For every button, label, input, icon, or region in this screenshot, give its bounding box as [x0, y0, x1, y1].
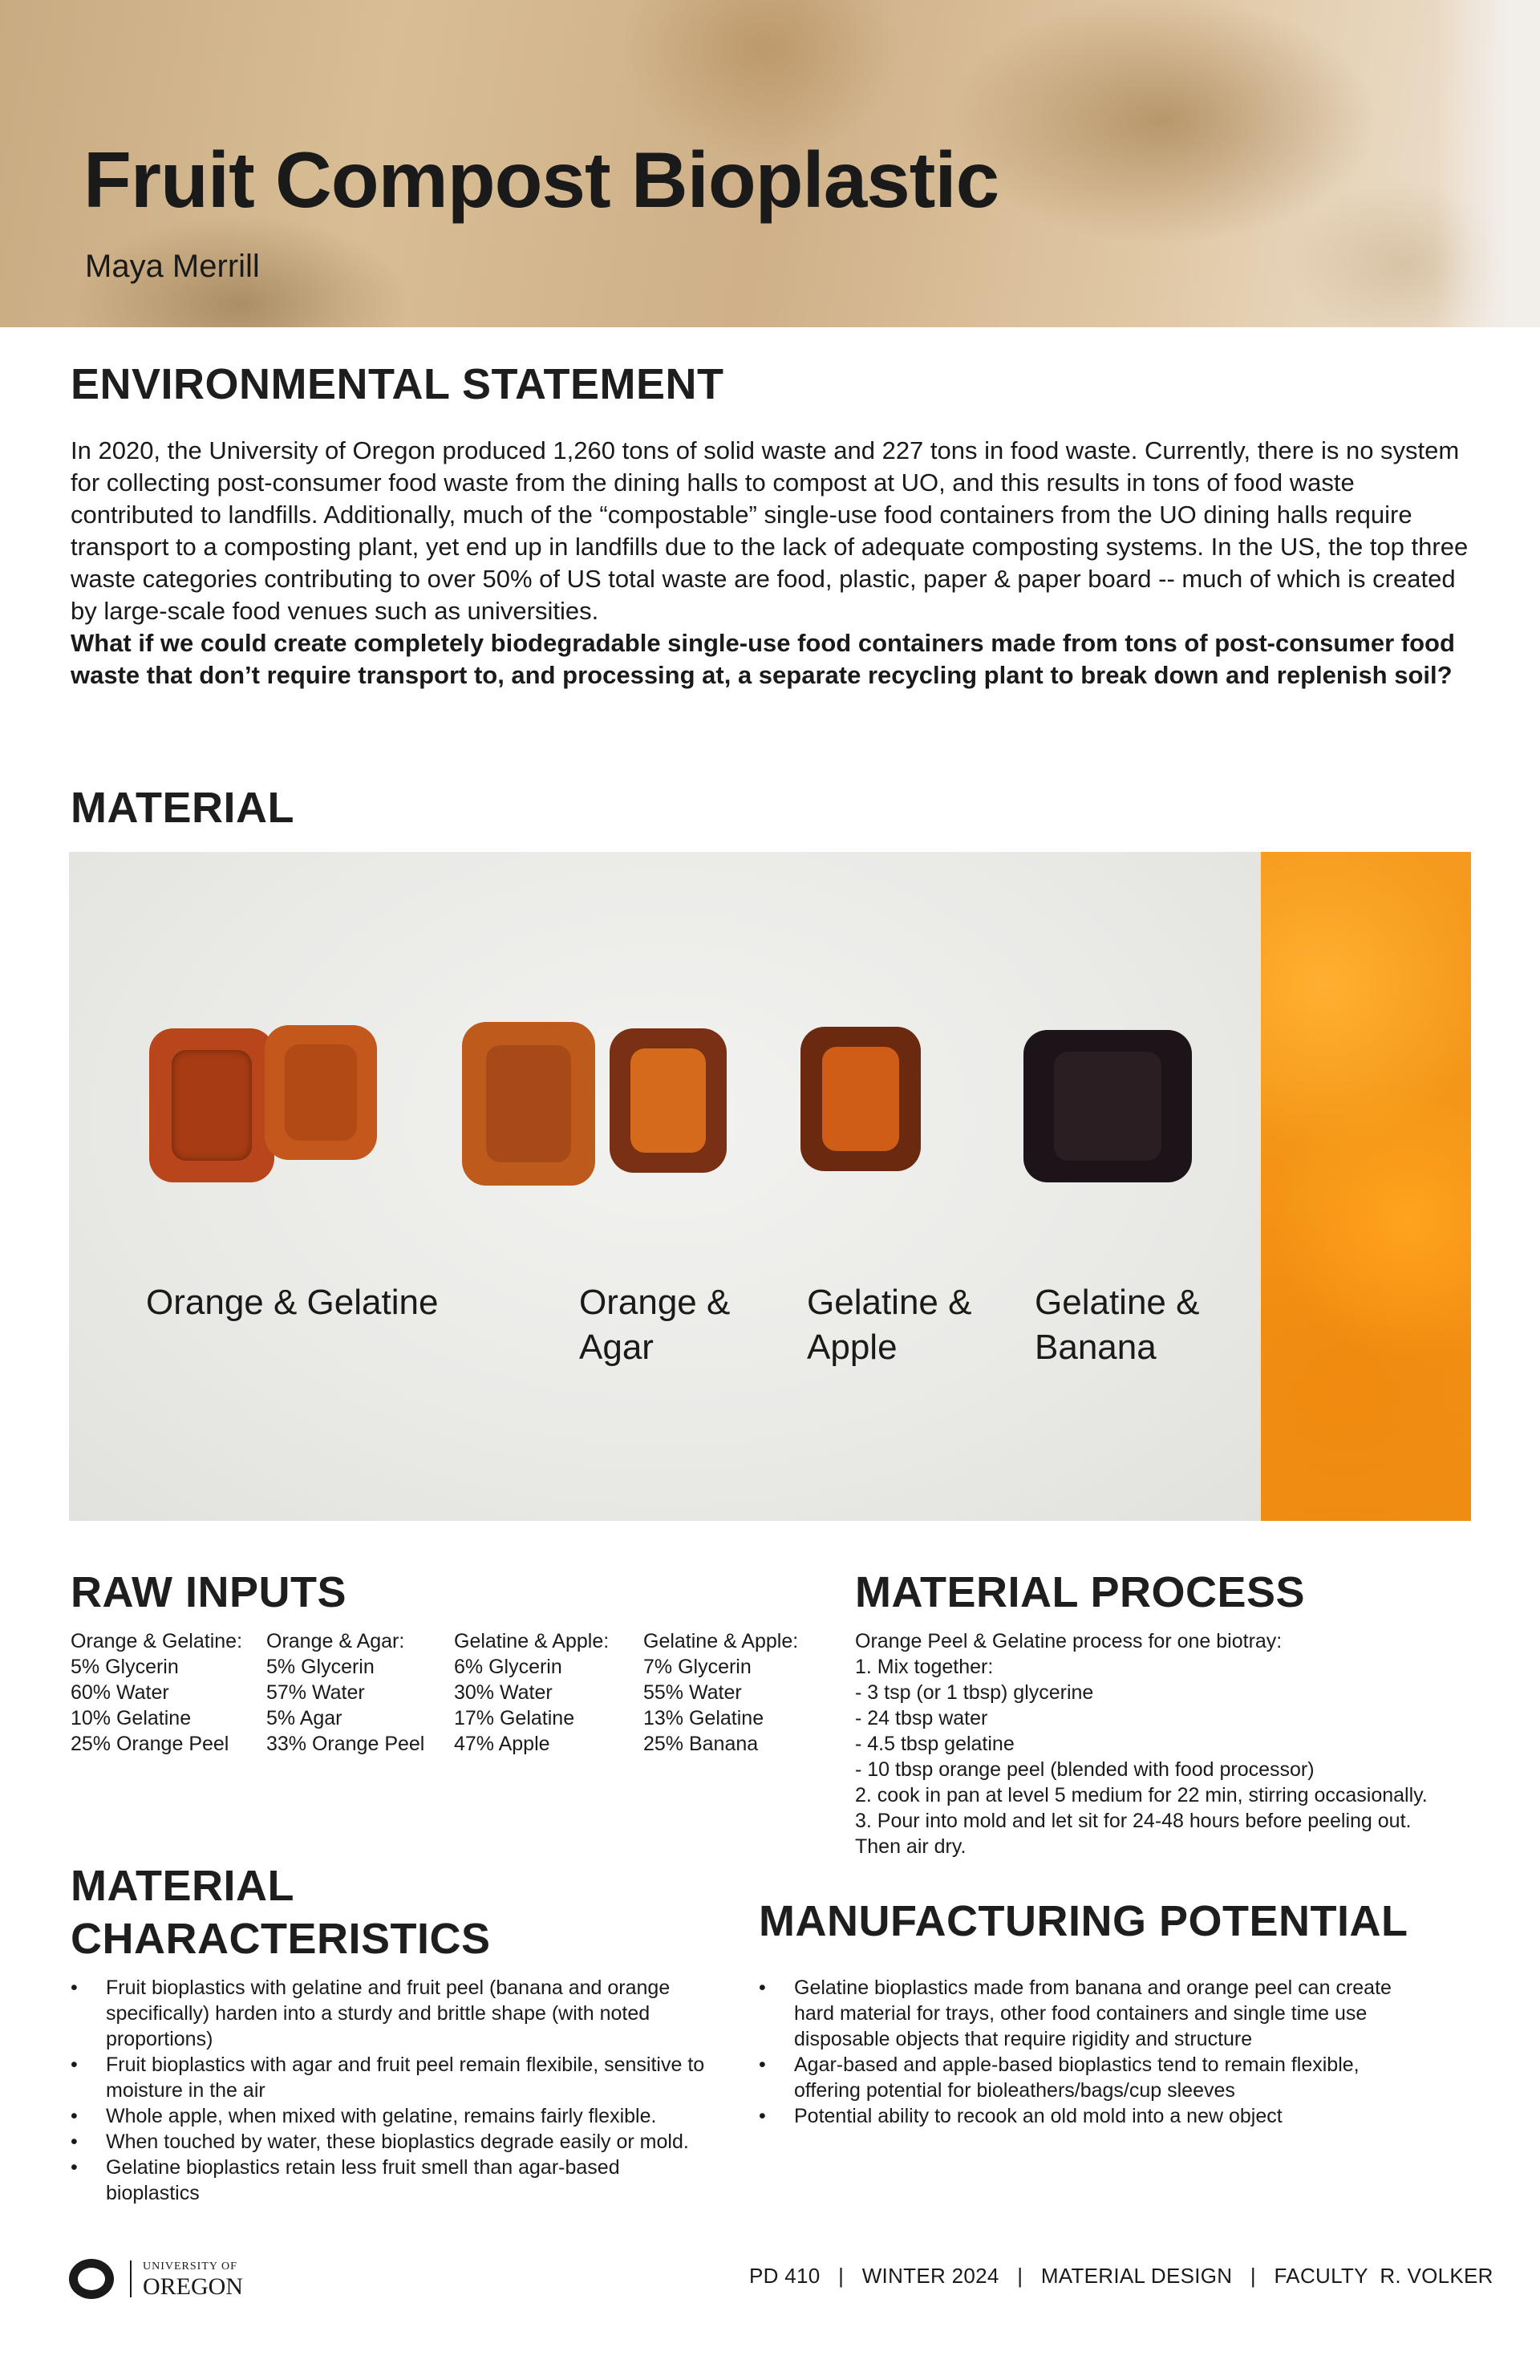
raw-item: 5% Glycerin [266, 1656, 375, 1678]
process-line: - 4.5 tbsp gelatine [855, 1733, 1015, 1755]
raw-item: 6% Glycerin [454, 1656, 562, 1678]
material-heading: MATERIAL [71, 784, 294, 832]
material-photo [69, 852, 1261, 1521]
list-item: • Fruit bioplastics with gelatine and fruit peel (banana and orange specifically) harden into a sturdy and brittle shape (with noted proportions) [71, 1975, 712, 2052]
poster-title: Fruit Compost Bioplastic [83, 136, 999, 224]
environmental-statement [71, 435, 1482, 691]
label-gelatine-apple: Gelatine & Apple [807, 1283, 972, 1367]
environmental-body: In 2020, the University of Oregon produced 1,260 tons of solid waste and 227 tons in food waste. Currently, there is no system for collecting post-consumer food waste from the dining halls to compost at UO, and this results in tons of food waste contributed to landfills. Additionally, much of the “compostable” single-use food containers from the UO dining halls require transport to a composting plant, yet end up in landfills due to the lack of adequate composting systems. In the US, the top three waste categories contributing to over 50% of US total waste are food, plastic, paper & paper board -- much of which is created by large-scale food venues such as universities. [71, 436, 1469, 625]
raw-item: 25% Banana [643, 1733, 759, 1755]
raw-item: 13% Gelatine [643, 1707, 764, 1729]
logo-university-of: UNIVERSITY OF [143, 2260, 237, 2273]
raw-item: 30% Water [454, 1681, 553, 1704]
raw-inputs-column-3 [454, 1628, 609, 1757]
process-line: Then air dry. [855, 1835, 967, 1858]
process-line: 1. Mix together: [855, 1656, 994, 1678]
list-item: • Gelatine bioplastics retain less fruit smell than agar-based bioplastics [71, 2155, 712, 2206]
raw-inputs-column-1 [71, 1628, 242, 1757]
raw-item: 33% Orange Peel [266, 1733, 425, 1755]
raw-item: 60% Water [71, 1681, 169, 1704]
list-item: • Agar-based and apple-based bioplastics tend to remain flexible, offering potential for bioleathers/bags/cup sleeves [759, 2052, 1400, 2103]
process-line: 3. Pour into mold and let sit for 24-48 hours before peeling out. [855, 1810, 1412, 1832]
tray-gelatine-banana [1023, 1030, 1192, 1182]
environmental-question: What if we could create completely biodegradable single-use food containers made from tons of post-consumer food waste that don’t require transport to, and processing at, a separate recycling plant to break down and replenish soil? [71, 629, 1455, 689]
author-name: Maya Merrill [85, 249, 260, 284]
tray-orange-gelatine-2 [265, 1025, 377, 1160]
label-gelatine-banana: Gelatine & Banana [1035, 1283, 1200, 1367]
characteristics-heading-line2: CHARACTERISTICS [71, 1915, 491, 1963]
raw-item: 5% Glycerin [71, 1656, 179, 1678]
raw-inputs-column-4 [643, 1628, 798, 1757]
raw-item: 57% Water [266, 1681, 365, 1704]
material-process-steps [855, 1628, 1513, 1859]
material-process-heading: MATERIAL PROCESS [855, 1568, 1306, 1616]
raw-column-title: Gelatine & Apple: [643, 1630, 799, 1652]
orange-peel-texture [1261, 852, 1471, 1521]
header-banner [0, 0, 1540, 327]
manufacturing-list [759, 1975, 1400, 2129]
list-item: • Fruit bioplastics with agar and fruit peel remain flexibile, sensitive to moisture in the air [71, 2052, 712, 2103]
raw-item: 5% Agar [266, 1707, 342, 1729]
characteristics-list [71, 1975, 712, 2206]
raw-item: 7% Glycerin [643, 1656, 752, 1678]
list-item: • Potential ability to recook an old mold into a new object [759, 2103, 1400, 2129]
university-logo [69, 2257, 278, 2302]
raw-item: 55% Water [643, 1681, 742, 1704]
raw-item: 17% Gelatine [454, 1707, 575, 1729]
environmental-heading: ENVIRONMENTAL STATEMENT [71, 360, 724, 408]
course-info: PD 410 | WINTER 2024 | MATERIAL DESIGN | FACULTY R. VOLKER [749, 2264, 1493, 2288]
raw-item: 10% Gelatine [71, 1707, 192, 1729]
list-item: • When touched by water, these bioplastics degrade easily or mold. [71, 2129, 712, 2155]
manufacturing-heading: MANUFACTURING POTENTIAL [759, 1897, 1408, 1945]
raw-column-title: Gelatine & Apple: [454, 1630, 610, 1652]
raw-column-title: Orange & Agar: [266, 1630, 405, 1652]
process-line: 2. cook in pan at level 5 medium for 22 min, stirring occasionally. [855, 1784, 1428, 1806]
label-orange-gelatine: Orange & Gelatine [146, 1283, 439, 1322]
raw-item: 25% Orange Peel [71, 1733, 229, 1755]
list-item: • Whole apple, when mixed with gelatine, remains fairly flexible. [71, 2103, 712, 2129]
tray-orange-agar [462, 1022, 595, 1186]
process-line: Orange Peel & Gelatine process for one biotray: [855, 1630, 1283, 1652]
oregon-o-icon [69, 2259, 114, 2299]
label-orange-agar: Orange & Agar [579, 1283, 731, 1367]
logo-oregon: OREGON [143, 2273, 243, 2300]
list-item: • Gelatine bioplastics made from banana and orange peel can create hard material for trays, other food containers and single time use disposable objects that require rigidity and structure [759, 1975, 1400, 2052]
raw-column-title: Orange & Gelatine: [71, 1630, 243, 1652]
logo-divider [130, 2260, 132, 2297]
raw-item: 47% Apple [454, 1733, 550, 1755]
process-line: - 10 tbsp orange peel (blended with food processor) [855, 1758, 1315, 1781]
raw-inputs-column-2 [266, 1628, 424, 1757]
raw-inputs-heading: RAW INPUTS [71, 1568, 347, 1616]
process-line: - 3 tsp (or 1 tbsp) glycerine [855, 1681, 1094, 1704]
tray-orange-gelatine [149, 1028, 274, 1182]
tray-gelatine-apple [610, 1028, 727, 1173]
tray-gelatine-apple-2 [800, 1027, 921, 1171]
characteristics-heading [71, 1859, 491, 1965]
characteristics-heading-line1: MATERIAL [71, 1862, 294, 1910]
process-line: - 24 tbsp water [855, 1707, 988, 1729]
